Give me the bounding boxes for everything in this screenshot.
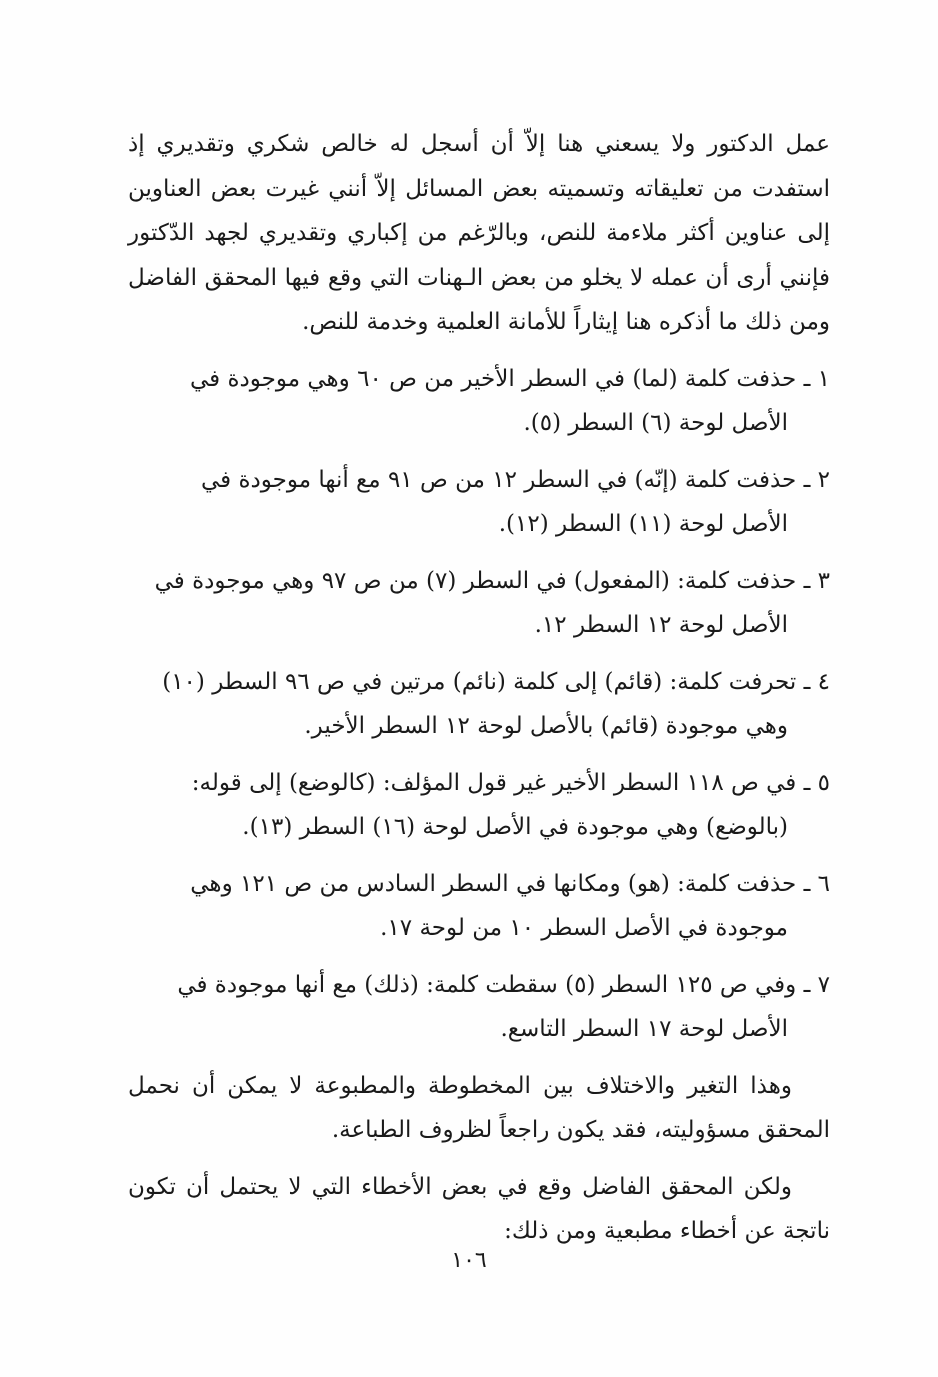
list-item-continuation: (بالوضع) وهي موجودة في الأصل لوحة (١٦) السطر (١٣). <box>242 814 788 840</box>
list-item-4 <box>128 660 830 749</box>
list-item-continuation: وهي موجودة (قائم) بالأصل لوحة ١٢ السطر الأخير. <box>304 713 788 739</box>
closing-paragraph-2 <box>128 1165 830 1254</box>
closing-paragraph-1 <box>128 1064 830 1153</box>
list-item-5 <box>128 761 830 850</box>
paragraph-line: تكون ناتجة عن أخطاء مطبعية ومن ذلك: <box>128 1173 830 1244</box>
list-item-1 <box>128 357 830 446</box>
intro-paragraph <box>128 122 830 345</box>
intro-line-4: فإنني أرى أن عمله لا يخلو من بعض الـهنات التي وقع فيها المحقق <box>204 264 830 291</box>
intro-line-5: الفاضل ومن ذلك ما أذكره هنا إيثاراً للأمانة العلمية وخدمة للنص. <box>128 264 830 335</box>
list-item-6 <box>128 862 830 951</box>
list-item-line: ٧ ـ وفي ص ١٢٥ السطر (٥) سقطت كلمة: (ذلك) مع أنها موجودة في <box>177 971 830 998</box>
page-number: ١٠٦ <box>451 1248 487 1273</box>
intro-line-3: إلى عناوين أكثر ملاءمة للنص، وبالرّغم من إكباري وتقديري لجهد الدّكتور <box>128 220 830 246</box>
list-item-continuation: الأصل لوحة ١٧ السطر التاسع. <box>500 1016 788 1042</box>
paragraph-line: وهذا التغير والاختلاف بين المخطوطة والمطبوعة لا يمكن أن نحمل <box>128 1072 792 1099</box>
list-item-line: ٢ ـ حذفت كلمة (إنّه) في السطر ١٢ من ص ٩١ مع أنها موجودة في <box>200 466 830 493</box>
list-item-line: ١ ـ حذفت كلمة (لما) في السطر الأخير من ص ٦٠ وهي موجودة في <box>190 365 830 392</box>
list-item-continuation: موجودة في الأصل السطر ١٠ من لوحة ١٧. <box>380 915 788 941</box>
list-item-continuation: الأصل لوحة (٦) السطر (٥). <box>523 410 788 436</box>
intro-line-2: استفدت من تعليقاته وتسميته بعض المسائل إلاّ أنني غيرت بعض العناوين <box>128 175 830 202</box>
page-body <box>128 122 830 1266</box>
list-item-2 <box>128 458 830 547</box>
list-item-line: ٤ ـ تحرفت كلمة: (قائم) إلى كلمة (نائم) مرتين في ص ٩٦ السطر (١٠) <box>162 668 830 695</box>
list-item-line: ٦ ـ حذفت كلمة: (هو) ومكانها في السطر السادس من ص ١٢١ وهي <box>190 870 830 897</box>
list-item-line: ٣ ـ حذفت كلمة: (المفعول) في السطر (٧) من ص ٩٧ وهي موجودة في <box>154 567 830 594</box>
paragraph-line: ولكن المحقق الفاضل وقع في بعض الأخطاء التي لا يحتمل أن <box>185 1173 792 1200</box>
paragraph-line: المحقق مسؤوليته، فقد يكون راجعاً لظروف الطباعة. <box>331 1117 830 1143</box>
list-item-line: ٥ ـ في ص ١١٨ السطر الأخير غير قول المؤلف: (كالوضع) إلى قوله: <box>191 769 830 796</box>
list-item-7 <box>128 963 830 1052</box>
list-item-3 <box>128 559 830 648</box>
list-item-continuation: الأصل لوحة (١١) السطر (١٢). <box>498 511 788 537</box>
list-item-continuation: الأصل لوحة ١٢ السطر ١٢. <box>534 612 788 638</box>
intro-line-1: عمل الدكتور ولا يسعني هنا إلاّ أن أسجل له خالص شكري وتقديري إذ <box>128 131 830 157</box>
